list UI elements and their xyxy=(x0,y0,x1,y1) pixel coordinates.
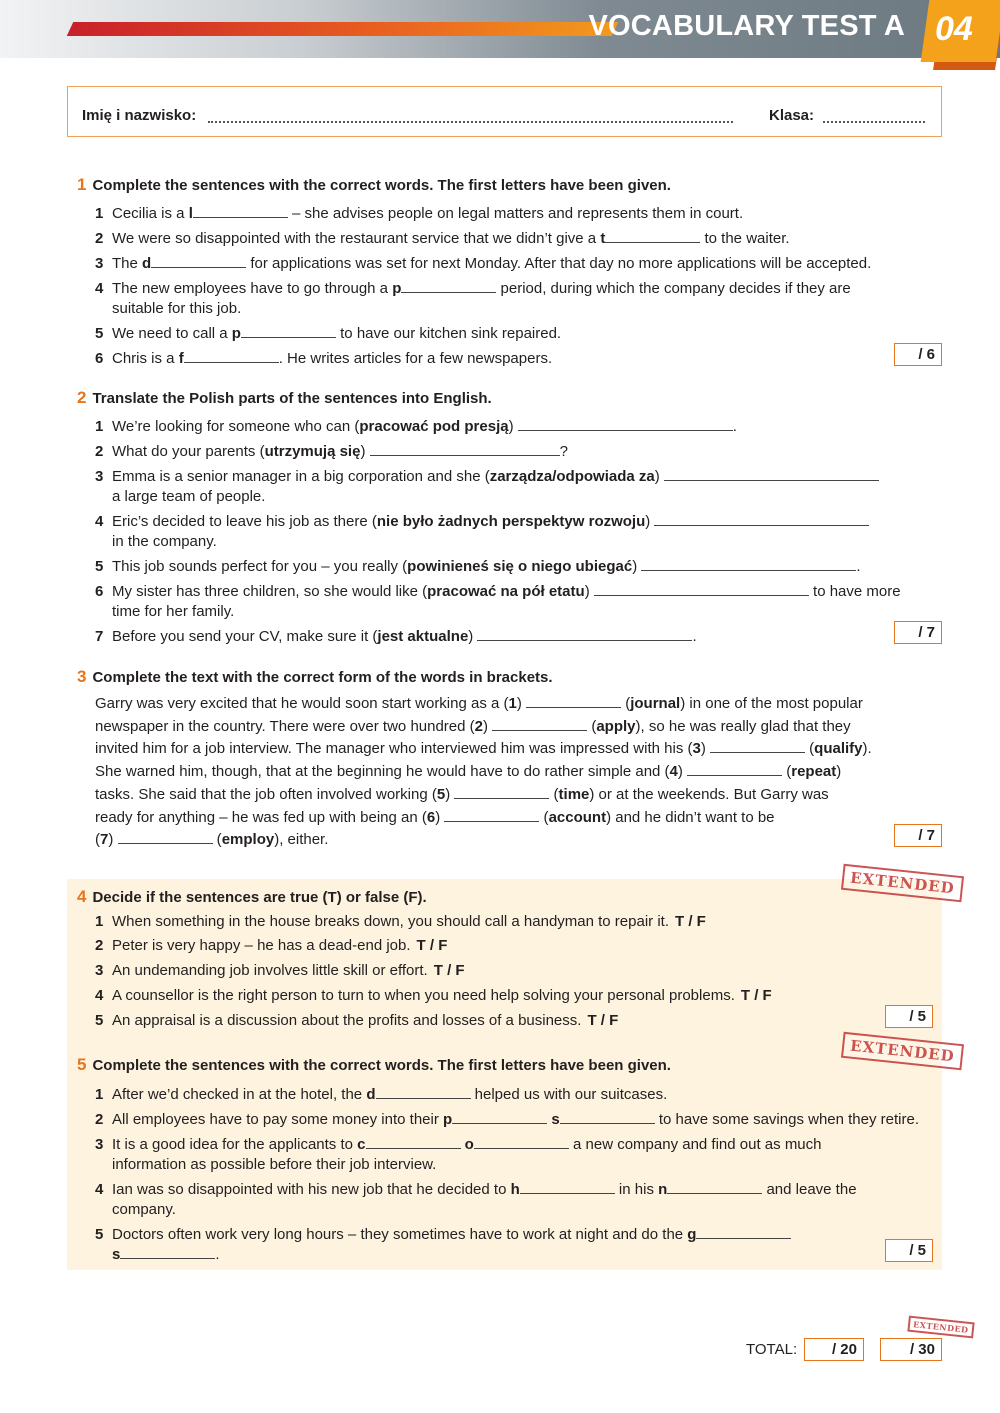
answer-gap[interactable] xyxy=(376,1085,471,1099)
ex4-item: 2 Peter is very happy – he has a dead-end job. T / F xyxy=(95,937,448,954)
exercise-4-title: 4 Decide if the sentences are true (T) or false (F). xyxy=(77,887,427,906)
answer-gap[interactable] xyxy=(151,254,246,268)
true-false-choice[interactable]: T / F xyxy=(740,987,772,1004)
answer-gap[interactable] xyxy=(687,762,782,776)
ex4-item: 3 An undemanding job involves little skill or effort. T / F xyxy=(95,962,465,979)
true-false-choice[interactable]: T / F xyxy=(675,913,706,930)
ex5-item: 1 After we’d checked in at the hotel, the d helped us with our suitcases. xyxy=(95,1086,668,1103)
ex4-score-box[interactable]: / 5 xyxy=(885,1005,933,1028)
answer-gap[interactable] xyxy=(241,324,336,338)
ex5-item: 3 It is a good idea for the applicants to c o a new company and find out as much information as possible before their job interview. xyxy=(95,1136,822,1173)
ex2-score-box[interactable]: / 7 xyxy=(894,621,942,644)
test-title: VOCABULARY TEST A xyxy=(588,10,905,42)
total-extended-score-box[interactable]: / 30 xyxy=(880,1338,942,1361)
extended-stamp: EXTENDED xyxy=(841,1032,964,1070)
answer-gap[interactable] xyxy=(526,694,621,708)
answer-gap[interactable] xyxy=(184,349,279,363)
ex5-item: 2 All employees have to pay some money into their p s to have some savings when they retire. xyxy=(95,1111,920,1128)
ex5-item: 4 Ian was so disappointed with his new job that he decided to h in his n and leave the company. xyxy=(95,1181,857,1218)
ex2-item: 4 Eric’s decided to leave his job as there (nie było żadnych perspektyw rozwoju) in the company. xyxy=(95,512,869,552)
class-label: Klasa: xyxy=(769,107,815,124)
extended-stamp-small: EXTENDED xyxy=(907,1316,974,1339)
true-false-choice[interactable]: T / F xyxy=(587,1012,619,1029)
answer-gap[interactable] xyxy=(477,627,692,641)
ex2-item: 7 Before you send your CV, make sure it (jest aktualne) . xyxy=(95,628,697,645)
exercise-2-title: 2 Translate the Polish parts of the sentences into English. xyxy=(77,388,492,407)
unit-number: 04 xyxy=(935,10,973,48)
ex2-item: 6 My sister has three children, so she would like (pracować na pół etatu) to have more time for her family. xyxy=(95,583,901,620)
true-false-choice[interactable]: T / F xyxy=(433,962,465,979)
answer-gap[interactable] xyxy=(560,1110,655,1124)
exercise-1-title: 1 Complete the sentences with the correct words. The first letters have been given. xyxy=(77,175,671,194)
ex3-line: Garry was very excited that he would soon start working as a (1) (journal) in one of the most popular xyxy=(95,695,863,712)
answer-gap[interactable] xyxy=(452,1110,547,1124)
answer-gap[interactable] xyxy=(370,442,560,456)
answer-gap[interactable] xyxy=(667,1180,762,1194)
total-score-box[interactable]: / 20 xyxy=(804,1338,864,1361)
ex4-item: 4 A counsellor is the right person to turn to when you need help solving your personal problems. T / F xyxy=(95,987,772,1004)
answer-gap[interactable] xyxy=(518,417,733,431)
name-field[interactable] xyxy=(208,109,733,123)
total-label: TOTAL: xyxy=(746,1341,798,1358)
exercise-3-title: 3 Complete the text with the correct form of the words in brackets. xyxy=(77,667,553,686)
answer-gap[interactable] xyxy=(520,1180,615,1194)
ex3-line: (7) (employ), either. xyxy=(95,831,329,849)
answer-gap[interactable] xyxy=(696,1225,791,1239)
answer-gap[interactable] xyxy=(366,1135,461,1149)
ex4-item: 5 An appraisal is a discussion about the profits and losses of a business. T / F xyxy=(95,1012,619,1029)
answer-gap[interactable] xyxy=(654,512,869,526)
ex3-line: ready for anything – he was fed up with being an (6) (account) and he didn’t want to be xyxy=(95,808,775,826)
ex3-score-box[interactable]: / 7 xyxy=(894,824,942,847)
ex3-line: newspaper in the country. There were over two hundred (2) (apply), so he was really glad that they xyxy=(95,717,851,735)
true-false-choice[interactable]: T / F xyxy=(416,937,448,954)
ex5-score-box[interactable]: / 5 xyxy=(885,1239,933,1262)
ex1-score-box[interactable]: / 6 xyxy=(894,343,942,366)
exercise-5-title: 5 Complete the sentences with the correct words. The first letters have been given. xyxy=(77,1055,671,1074)
ex1-item: 3 The d for applications was set for next Monday. After that day no more applications will be accepted. xyxy=(95,255,872,272)
answer-gap[interactable] xyxy=(664,467,879,481)
ex2-item: 5 This job sounds perfect for you – you really (powinieneś się o niego ubiegać) . xyxy=(95,558,861,575)
answer-gap[interactable] xyxy=(454,785,549,799)
answer-gap[interactable] xyxy=(193,204,288,218)
answer-gap[interactable] xyxy=(492,717,587,731)
name-label: Imię i nazwisko: xyxy=(82,107,197,124)
answer-gap[interactable] xyxy=(118,830,213,844)
ex3-line: tasks. She said that the job often involved working (5) (time) or at the weekends. But Garry was xyxy=(95,785,829,803)
ex2-item: 2 What do your parents (utrzymują się) ? xyxy=(95,443,568,460)
ex4-item: 1 When something in the house breaks down, you should call a handyman to repair it. T / F xyxy=(95,913,706,930)
answer-gap[interactable] xyxy=(641,557,856,571)
ex3-line: She warned him, though, that at the beginning he would have to do rather simple and (4) (repeat) xyxy=(95,763,842,781)
ex1-item: 2 We were so disappointed with the restaurant service that we didn’t give a t to the waiter. xyxy=(95,230,790,247)
ex3-text xyxy=(95,693,925,852)
ex2-item: 3 Emma is a senior manager in a big corporation and she (zarządza/odpowiada za) a large team of people. xyxy=(95,467,879,507)
ex1-item: 1 Cecilia is a l – she advises people on legal matters and represents them in court. xyxy=(95,205,744,222)
class-field[interactable] xyxy=(823,109,925,123)
ex3-line: invited him for a job interview. The manager who interviewed him was impressed with his (3) (qualify). xyxy=(95,740,872,758)
ex2-item: 1 We’re looking for someone who can (pracować pod presją) . xyxy=(95,418,737,435)
ex1-item: 6 Chris is a f . He writes articles for a few newspapers. xyxy=(95,350,553,367)
ex5-item: 5 Doctors often work very long hours – they sometimes have to work at night and do the g s . xyxy=(95,1225,791,1265)
answer-gap[interactable] xyxy=(605,229,700,243)
answer-gap[interactable] xyxy=(594,582,809,596)
answer-gap[interactable] xyxy=(474,1135,569,1149)
header-stripe xyxy=(67,22,619,36)
ex1-item: 4 The new employees have to go through a p period, during which the company decides if they are suitable for this job. xyxy=(95,280,851,317)
answer-gap[interactable] xyxy=(401,279,496,293)
answer-gap[interactable] xyxy=(120,1245,215,1259)
answer-gap[interactable] xyxy=(444,808,539,822)
name-box xyxy=(67,86,942,137)
answer-gap[interactable] xyxy=(710,739,805,753)
extended-stamp: EXTENDED xyxy=(841,864,964,902)
ex1-item: 5 We need to call a p to have our kitchen sink repaired. xyxy=(95,325,562,342)
